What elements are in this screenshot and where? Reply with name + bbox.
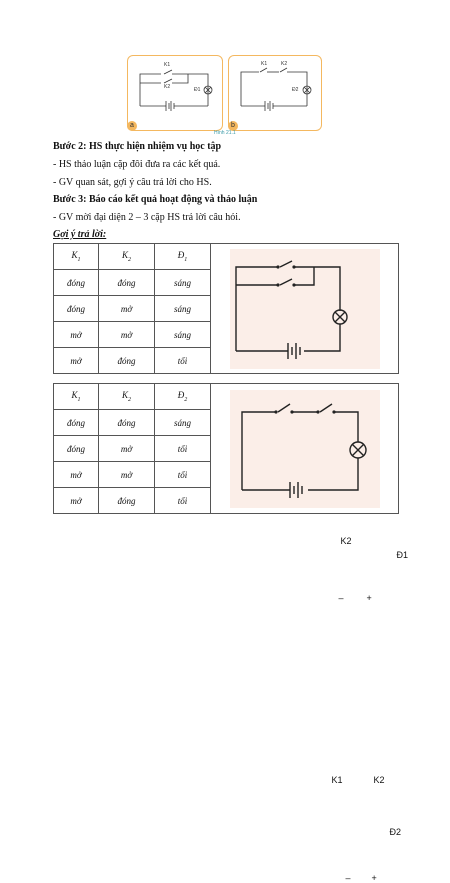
cell-k2: mở — [99, 296, 155, 322]
circuit-diagram-1 — [230, 249, 380, 369]
cell-k1: mở — [54, 322, 99, 348]
cell-k2: đóng — [99, 270, 155, 296]
label-b-k1: K1 — [261, 61, 268, 67]
cell-d: sáng — [155, 322, 211, 348]
step3-line1: - GV mời đại diện 2 – 3 cặp HS trả lời câu hỏi. — [53, 212, 241, 223]
header-k1: $K_1$ — [54, 384, 99, 410]
cell-d: sáng — [155, 270, 211, 296]
diagram1-k1: K1 — [340, 488, 352, 499]
diagram2-plus: + — [371, 872, 377, 883]
label-b-k2: K2 — [281, 61, 288, 67]
cell-k2: mở — [99, 436, 155, 462]
figure-panel-a — [127, 55, 223, 131]
label-a-d1: Đ1 — [194, 87, 201, 93]
diagram1-plus: + — [366, 592, 372, 603]
diagram2-d2: Đ2 — [389, 826, 402, 837]
table-header-row — [54, 384, 399, 410]
truth-table-2 — [53, 383, 402, 883]
cell-d: tối — [155, 488, 211, 514]
cell-k2: đóng — [99, 348, 155, 374]
cell-k1: mở — [54, 488, 99, 514]
diagram2-k2: K2 — [373, 774, 385, 785]
diagram2-k1: K1 — [331, 774, 343, 785]
cell-k1: đóng — [54, 270, 99, 296]
cell-k1: mở — [54, 462, 99, 488]
circuit-diagram-a — [128, 56, 222, 130]
figure-panel-b — [228, 55, 322, 131]
panel-label-a: a — [127, 121, 137, 131]
step2-line2: - GV quan sát, gợi ý câu trả lời cho HS. — [53, 177, 212, 188]
panel-label-b: b — [228, 121, 238, 131]
step2-line1: - HS thảo luận cặp đôi đưa ra các kết quả. — [53, 159, 221, 170]
cell-d: tối — [155, 462, 211, 488]
header-k2: $K_2$ — [99, 244, 155, 270]
cell-d: sáng — [155, 410, 211, 436]
header-d2: $Đ_2$ — [155, 384, 211, 410]
diagram2-minus: – — [345, 872, 351, 883]
table-header-row — [54, 244, 399, 270]
label-a-k2: K2 — [164, 84, 171, 90]
circuit-diagram-2 — [230, 390, 380, 508]
cell-k1: đóng — [54, 436, 99, 462]
cell-k1: đóng — [54, 410, 99, 436]
cell-k2: đóng — [99, 410, 155, 436]
cell-k2: đóng — [99, 488, 155, 514]
diagram1-minus: – — [338, 592, 344, 603]
circuit-diagram-cell-2 — [211, 384, 402, 883]
label-a-k1: K1 — [164, 62, 171, 68]
label-b-d2: Đ2 — [292, 87, 299, 93]
answer-heading: Gợi ý trả lời: — [53, 229, 107, 240]
cell-k1: đóng — [54, 296, 99, 322]
diagram1-d1: Đ1 — [396, 549, 409, 560]
circuit-diagram-cell-1 — [211, 244, 409, 603]
cell-d: tối — [155, 436, 211, 462]
header-k1: $K_1$ — [54, 244, 99, 270]
cell-k2: mở — [99, 462, 155, 488]
circuit-diagram-b — [229, 56, 321, 130]
cell-k2: mở — [99, 322, 155, 348]
header-k2: $K_2$ — [99, 384, 155, 410]
step3-heading: Bước 3: Báo cáo kết quả hoạt động và thảo luận — [53, 194, 258, 205]
cell-d: sáng — [155, 296, 211, 322]
cell-k1: mở — [54, 348, 99, 374]
diagram1-k2: K2 — [340, 535, 352, 546]
cell-d: tối — [155, 348, 211, 374]
header-d1: $Đ_1$ — [155, 244, 211, 270]
figure-caption: Hình 21.1 — [214, 130, 236, 136]
step2-heading: Bước 2: HS thực hiện nhiệm vụ học tập — [53, 141, 222, 152]
